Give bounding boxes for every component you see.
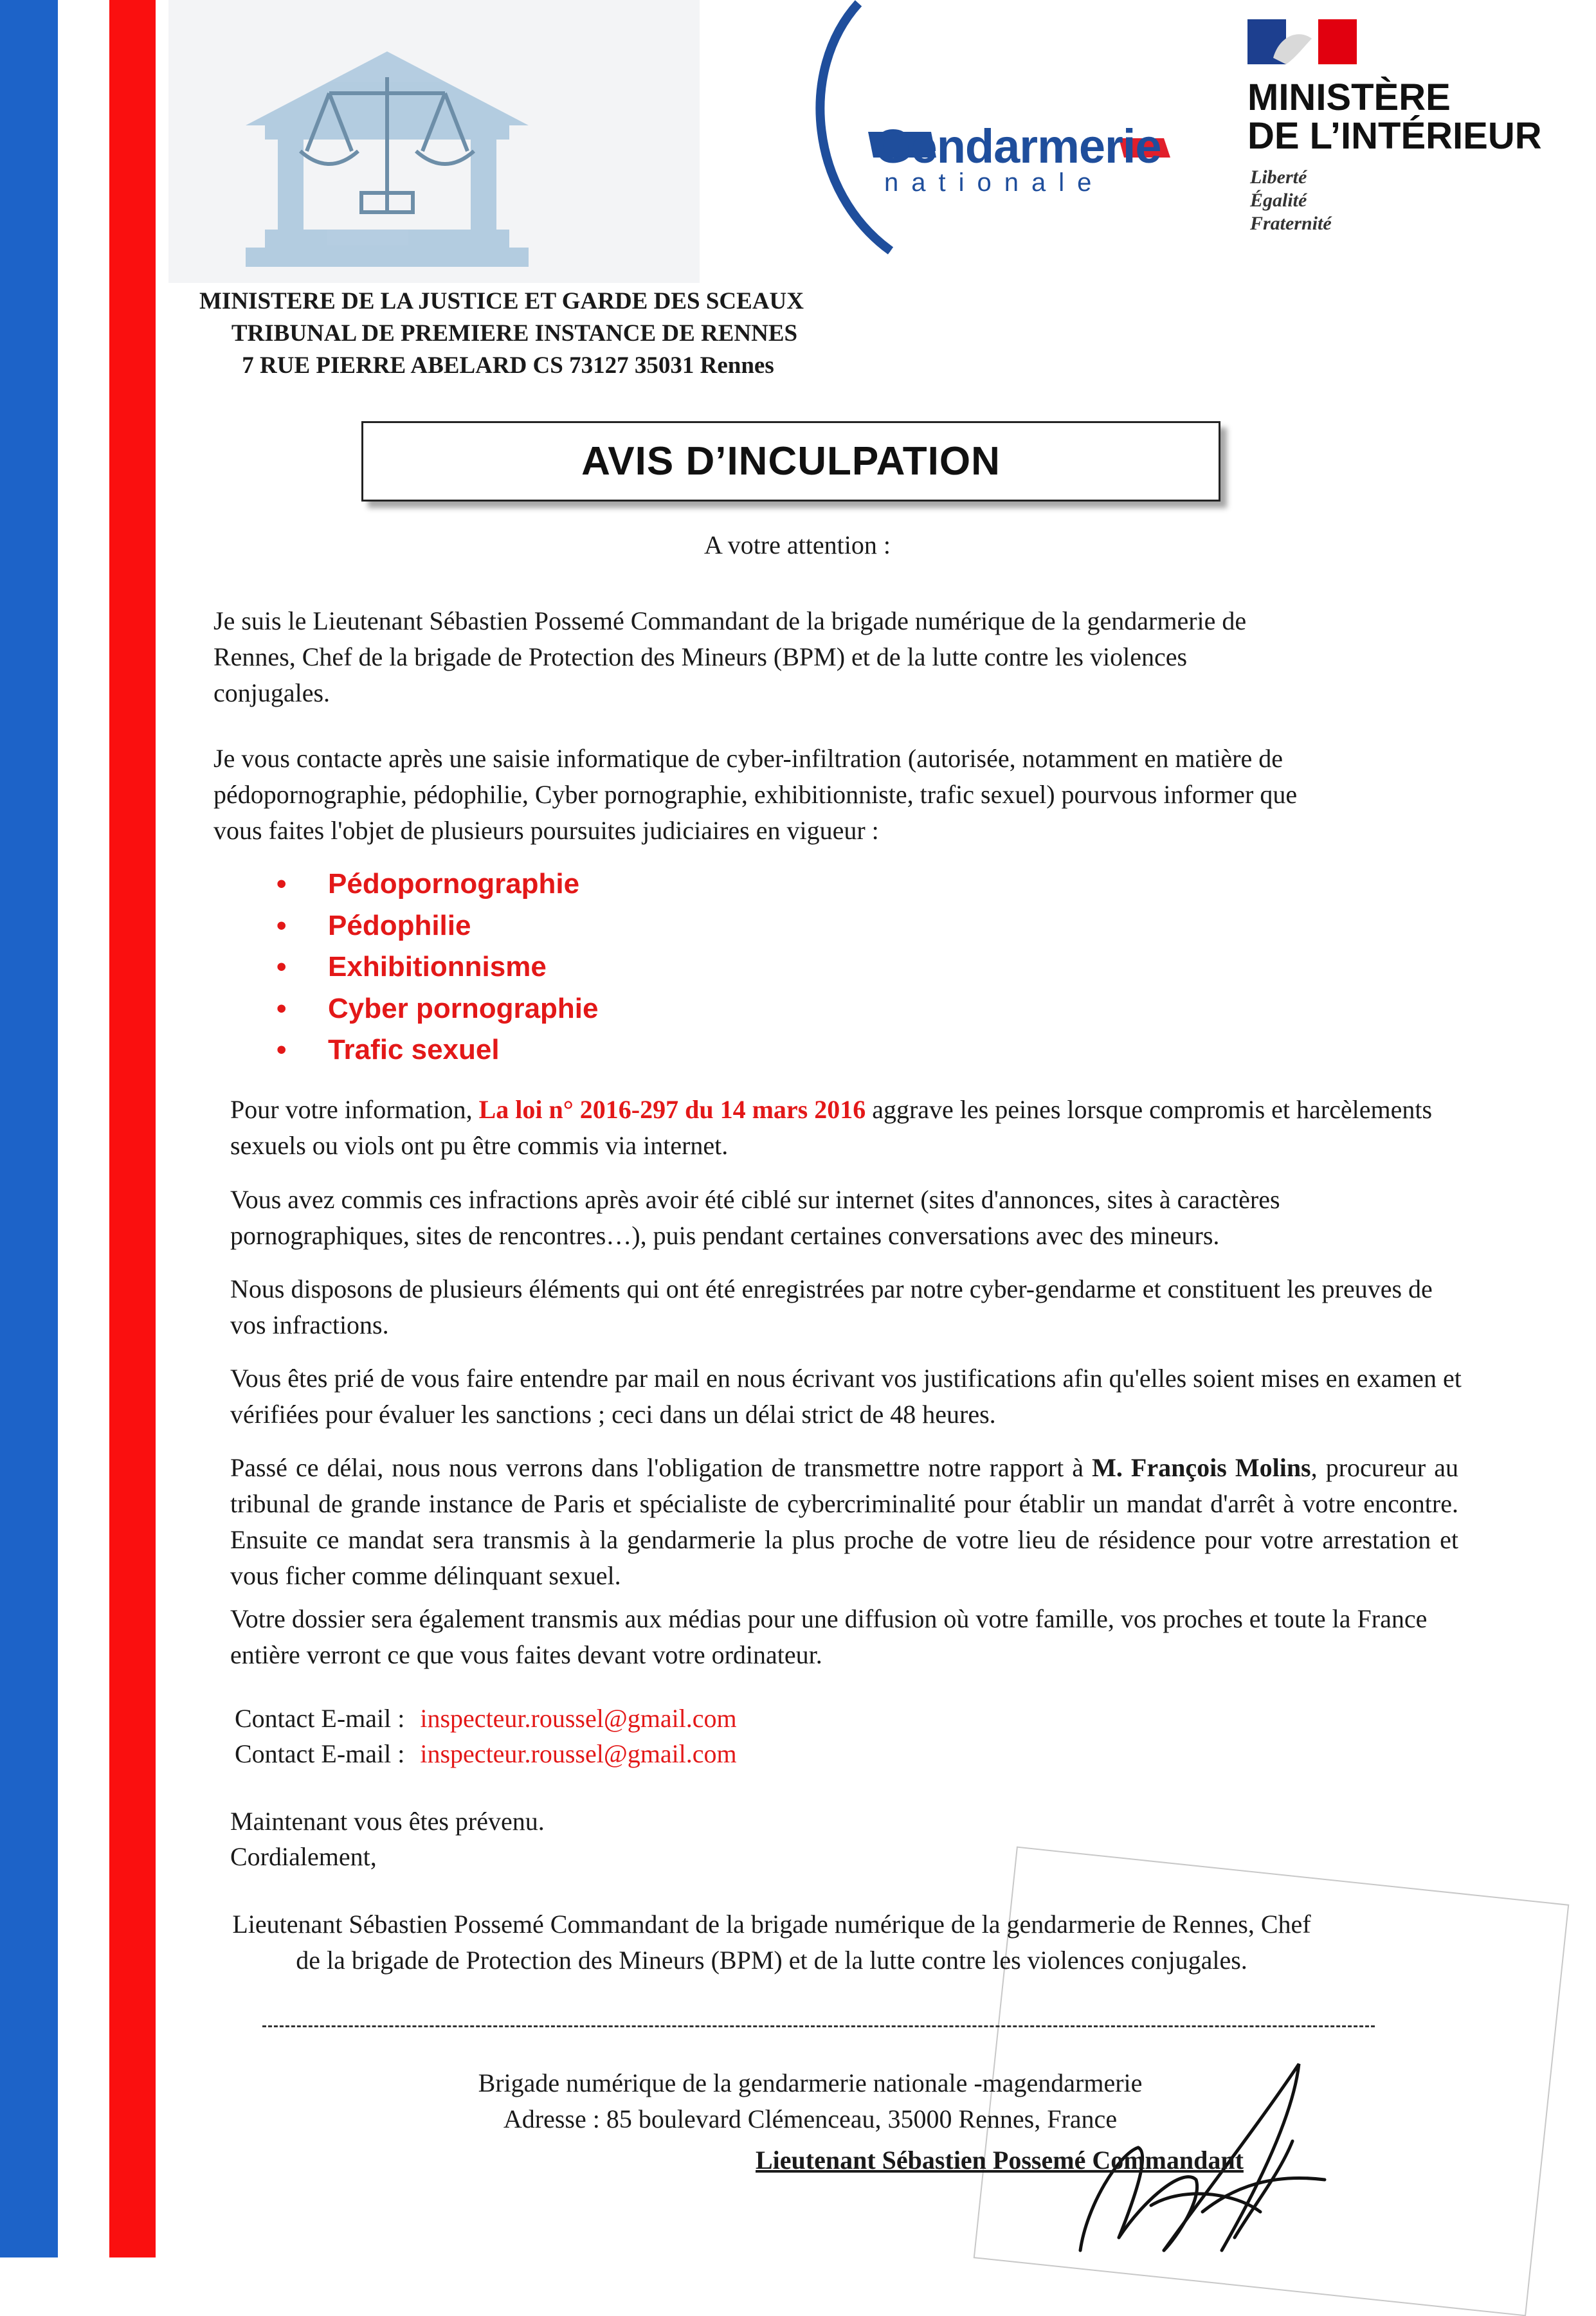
charge-item bbox=[277, 988, 599, 1029]
flag-stripe-white bbox=[58, 0, 109, 2257]
scales-of-justice-icon bbox=[168, 0, 700, 283]
law-paragraph bbox=[230, 1092, 1465, 1164]
charge-label: Trafic sexuel bbox=[328, 1034, 500, 1065]
footer-signer: Lieutenant Sébastien Possemé Commandant bbox=[756, 2146, 1244, 2175]
law-intro: Pour votre information, bbox=[230, 1095, 479, 1124]
motto-liberte: Liberté bbox=[1250, 167, 1307, 188]
ministere-line1: MINISTÈRE bbox=[1247, 77, 1451, 118]
contact-label: Contact E-mail : bbox=[235, 1739, 405, 1768]
intro-paragraph: Je suis le Lieutenant Sébastien Possemé Commandant de la brigade numérique de la gendarmerie de Rennes, Chef de la brigade de Protection des Mineurs (BPM) et de la lutte contre les violences conjugales. bbox=[213, 606, 1247, 707]
gendarmerie-subtitle: nationale bbox=[884, 168, 1105, 197]
flag-stripe-blue bbox=[0, 0, 58, 2257]
reply-paragraph: Vous êtes prié de vous faire entendre par mail en nous écrivant vos justifications afin qu'elles soient mises en examen et vérifiées pour évaluer les sanctions ; ceci dans un délai strict de 48 heures. bbox=[230, 1364, 1462, 1429]
motto-egalite: Égalité bbox=[1250, 190, 1307, 211]
bullet-icon: • bbox=[277, 1034, 287, 1065]
charge-item bbox=[277, 905, 471, 946]
bullet-icon: • bbox=[277, 951, 287, 982]
justice-logo bbox=[168, 0, 700, 283]
charge-item bbox=[277, 946, 547, 988]
marianne-flag-icon bbox=[1247, 19, 1376, 71]
evidence-paragraph: Nous disposons de plusieurs éléments qui ont été enregistrées par notre cyber-gendarme et constituent les preuves de vos infractions. bbox=[230, 1274, 1433, 1339]
contact-email-link[interactable]: inspecteur.roussel@gmail.com bbox=[420, 1739, 737, 1768]
gendarmerie-logo bbox=[784, 0, 1183, 257]
charge-label: Pédopornographie bbox=[328, 868, 580, 900]
deadline-description: , procureur au tribunal de grande instance de Paris et spécialiste de cybercriminalité pour établir un mandat d'arrêt à votre encontre. Ensuite ce mandat sera transmis à la gendarmerie la plus proche de votre lieu de résidence pour votre arrestation et vous ficher comme délinquant sexuel. bbox=[230, 1453, 1458, 1590]
bullet-icon: • bbox=[277, 993, 287, 1024]
signature-block: Lieutenant Sébastien Possemé Commandant de la brigade numérique de la gendarmerie de Rennes, Chef de la brigade de Protection des Mineurs (BPM) et de la lutte contre les violences conjugales. bbox=[232, 1910, 1311, 1975]
contact-label: Contact E-mail : bbox=[235, 1704, 405, 1733]
targeted-paragraph: Vous avez commis ces infractions après avoir été ciblé sur internet (sites d'annonces, sites à caractères pornographiques, sites de rencontres…), puis pendant certaines conversations avec des mineurs. bbox=[230, 1185, 1280, 1250]
header-ministry: MINISTERE DE LA JUSTICE ET GARDE DES SCEAUX bbox=[199, 288, 804, 314]
media-paragraph: Votre dossier sera également transmis aux médias pour une diffusion où votre famille, vos proches et toute la France entière verront ce que vous faites devant votre ordinateur. bbox=[230, 1604, 1428, 1669]
title-box bbox=[361, 421, 1220, 502]
contact-paragraph: Je vous contacte après une saisie informatique de cyber-infiltration (autorisée, notamment en matière de pédopornographie, pédophilie, Cyber pornographie, exhibitionniste, trafic sexuel) pourvous informer que vous faites l'objet de plusieurs poursuites judiciaires en vigueur : bbox=[213, 744, 1298, 845]
closing-warning: Maintenant vous êtes prévenu. bbox=[230, 1807, 545, 1836]
deadline-paragraph bbox=[230, 1450, 1458, 1594]
contact-row bbox=[235, 1701, 737, 1737]
contact-email-link[interactable]: inspecteur.roussel@gmail.com bbox=[420, 1704, 737, 1733]
attention-line: A votre attention : bbox=[704, 530, 891, 559]
flag-stripe-red bbox=[109, 0, 156, 2257]
closing-salutation: Cordialement, bbox=[230, 1842, 377, 1871]
bullet-icon: • bbox=[277, 910, 287, 941]
motto bbox=[1250, 166, 1332, 235]
charge-item bbox=[277, 1029, 500, 1071]
charge-label: Exhibitionnisme bbox=[328, 951, 547, 982]
bullet-icon: • bbox=[277, 868, 287, 900]
footer-address: Adresse : 85 boulevard Clémenceau, 35000 Rennes, France bbox=[503, 2104, 1118, 2133]
gendarmerie-name: Gendarmerie bbox=[875, 120, 1161, 173]
law-description: aggrave les peines lorsque compromis et harcèlements sexuels ou viols ont pu être commis via internet. bbox=[230, 1095, 1433, 1160]
ministere-line2: DE L’INTÉRIEUR bbox=[1247, 115, 1542, 157]
charge-label: Cyber pornographie bbox=[328, 993, 599, 1024]
header-address: 7 RUE PIERRE ABELARD CS 73127 35031 Rennes bbox=[242, 352, 774, 379]
footer-divider bbox=[262, 2025, 1375, 2027]
charge-label: Pédophilie bbox=[328, 910, 471, 941]
document-title: AVIS D’INCULPATION bbox=[581, 439, 1001, 484]
ministere-interieur-logo bbox=[1247, 19, 1595, 251]
law-reference: La loi n° 2016-297 du 14 mars 2016 bbox=[478, 1095, 866, 1124]
header-tribunal: TRIBUNAL DE PREMIERE INSTANCE DE RENNES bbox=[231, 320, 798, 347]
deadline-intro: Passé ce délai, nous nous verrons dans l'obligation de transmettre notre rapport à bbox=[230, 1453, 1093, 1482]
prosecutor-name: M. François Molins bbox=[1092, 1453, 1311, 1482]
charge-item bbox=[277, 864, 579, 905]
contact-row bbox=[235, 1736, 737, 1772]
footer-brigade: Brigade numérique de la gendarmerie nationale -magendarmerie bbox=[478, 2068, 1143, 2097]
motto-fraternite: Fraternité bbox=[1250, 213, 1332, 234]
